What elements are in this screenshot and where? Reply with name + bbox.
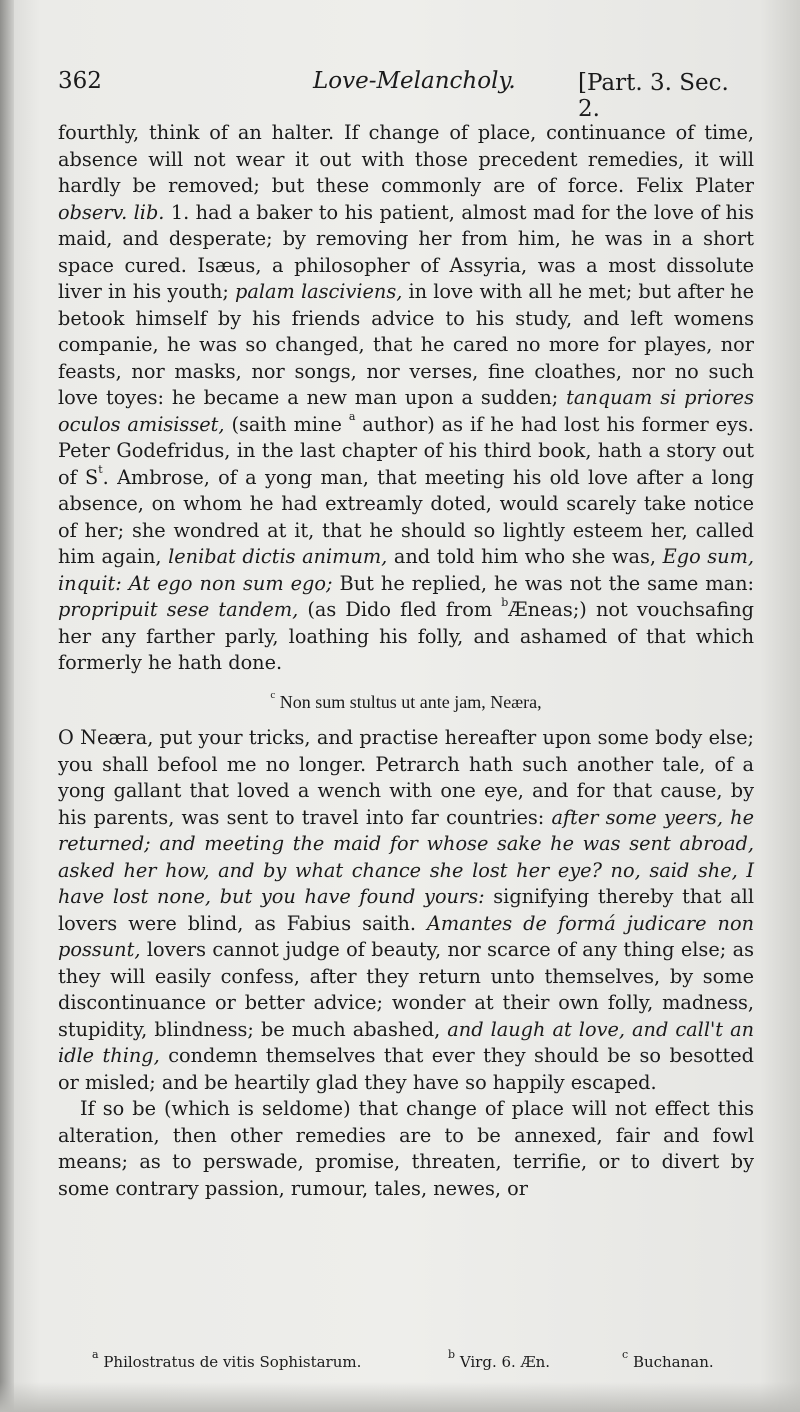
footnote-mark: a (92, 1348, 99, 1361)
text-run: fourthly, think of an halter. If change of place, continuance of time, absence will not wear it out with those precedent remedies, it will hardly be removed; but these commonly are of force. Felix Plater (58, 121, 754, 197)
footnote-c (622, 1348, 714, 1371)
body-text (58, 120, 754, 1202)
text-run: lovers cannot judge of beauty, nor scarce of any thing else; as they will easily confess, after they return unto themselves, by some discontinuance or better advice; wonder at their own folly, madness, stupidity, blindness; be much abashed, (58, 938, 754, 1041)
text-run: (as Dido fled from (298, 598, 502, 621)
footnotes (92, 1348, 752, 1377)
footnote-ref-c[interactable]: c (270, 688, 276, 701)
page-number: 362 (58, 68, 102, 94)
text-run: signifying thereby that all lovers were blind, as Fabius saith. (58, 885, 754, 935)
footnote-mark: b (448, 1348, 456, 1361)
verse-quotation (58, 689, 754, 716)
footnote-mark: c (622, 1348, 629, 1361)
italic-run: propripuit sese tandem, (58, 598, 299, 621)
text-run: But he replied, he was not the same man: (332, 571, 754, 595)
footnote-a (92, 1348, 362, 1371)
paragraph-3: If so be (which is seldome) that change of place will not effect this alteration, then other remedies are to be annexed, fair and fowl means; as to perswade, promise, threaten, terrifie, or to divert by some contrary passion, rumour, tales, newes, or (58, 1097, 754, 1200)
paragraph-2 (58, 725, 754, 1096)
footnote-ref-b[interactable]: b (501, 595, 509, 609)
italic-run: observ. lib. (58, 200, 165, 224)
page-gutter-shadow (0, 0, 14, 1412)
italic-run: lenibat dictis animum, (168, 545, 388, 568)
text-run: Æneas;) not vouchsafing her any farther parly, loathing his folly, and ashamed of that which formerly he hath done. (58, 598, 755, 674)
superscript: t (98, 463, 103, 477)
footnote-b (448, 1348, 551, 1371)
text-run: condemn themselves that ever they should be so besotted or misled; and be heartily glad they have so happily escaped. (58, 1044, 754, 1094)
page-bottom-shadow (0, 1382, 800, 1412)
footnote-text: Buchanan. (628, 1353, 714, 1371)
italic-run: Ego sum, inquit: At ego non sum ego; (58, 545, 754, 595)
text-run: . Ambrose, of a yong man, that meeting his old love after a long absence, on whom he had extreamly doted, would scarely take notice of her; she wondred at it, that he should so lightly esteem her, called him again, (58, 465, 754, 568)
running-title: Love-Melancholy. (313, 68, 516, 94)
italic-run: tanquam si priores oculos amisisset, (58, 386, 754, 436)
footnote-ref-a[interactable]: a (348, 410, 356, 424)
italic-run: palam lasciviens, (235, 280, 403, 303)
text-run: and told him who she was, (387, 545, 663, 568)
text-run: O Neæra, put your tricks, and practise hereafter upon some body else; you shall befool me no longer. Petrarch hath such another tale, of a yong gallant that loved a wench with one eye, and for that cause, by his parents, was sent to travel into far countries: (58, 726, 754, 829)
section-marker: [Part. 3. Sec. 2. (578, 70, 729, 122)
footnote-text: Virg. 6. Æn. (455, 1353, 551, 1371)
text-run: 1. had a baker to his patient, almost mad for the love of his maid, and desperate; by removing her from him, he was in a short space cured. Isæus, a philosopher of Assyria, was a most dissolute liver in his youth; (58, 200, 755, 303)
text-run: in love with all he met; but after he betook himself by his friends advice to his study, and left womens companie, he was so changed, that he cared no more for playes, nor feasts, nor masks, nor songs, nor verses, fine cloathes, nor no such love toyes: he became a new man upon a sudden; (58, 280, 755, 409)
paragraph-1 (58, 120, 754, 677)
verse-text: Non sum stultus ut ante jam, Neæra, (275, 691, 542, 712)
running-head (58, 68, 758, 122)
text-run: (saith mine (224, 412, 349, 436)
italic-run: Amantes de formá judicare non possunt, (58, 911, 754, 961)
footnote-text: Philostratus de vitis Sophistarum. (98, 1353, 362, 1371)
italic-run: and laugh at love, and call't an idle thing, (58, 1017, 754, 1067)
text-run: author) as if he had lost his former eys. Peter Godefridus, in the last chapter of his third book, hath a story out of S (58, 412, 754, 489)
italic-run: after some yeers, he returned; and meeting the maid for whose sake he was sent abroad, asked her how, and by what chance she lost her eye? no, said she, I have lost none, but you have found yours: (58, 805, 755, 908)
